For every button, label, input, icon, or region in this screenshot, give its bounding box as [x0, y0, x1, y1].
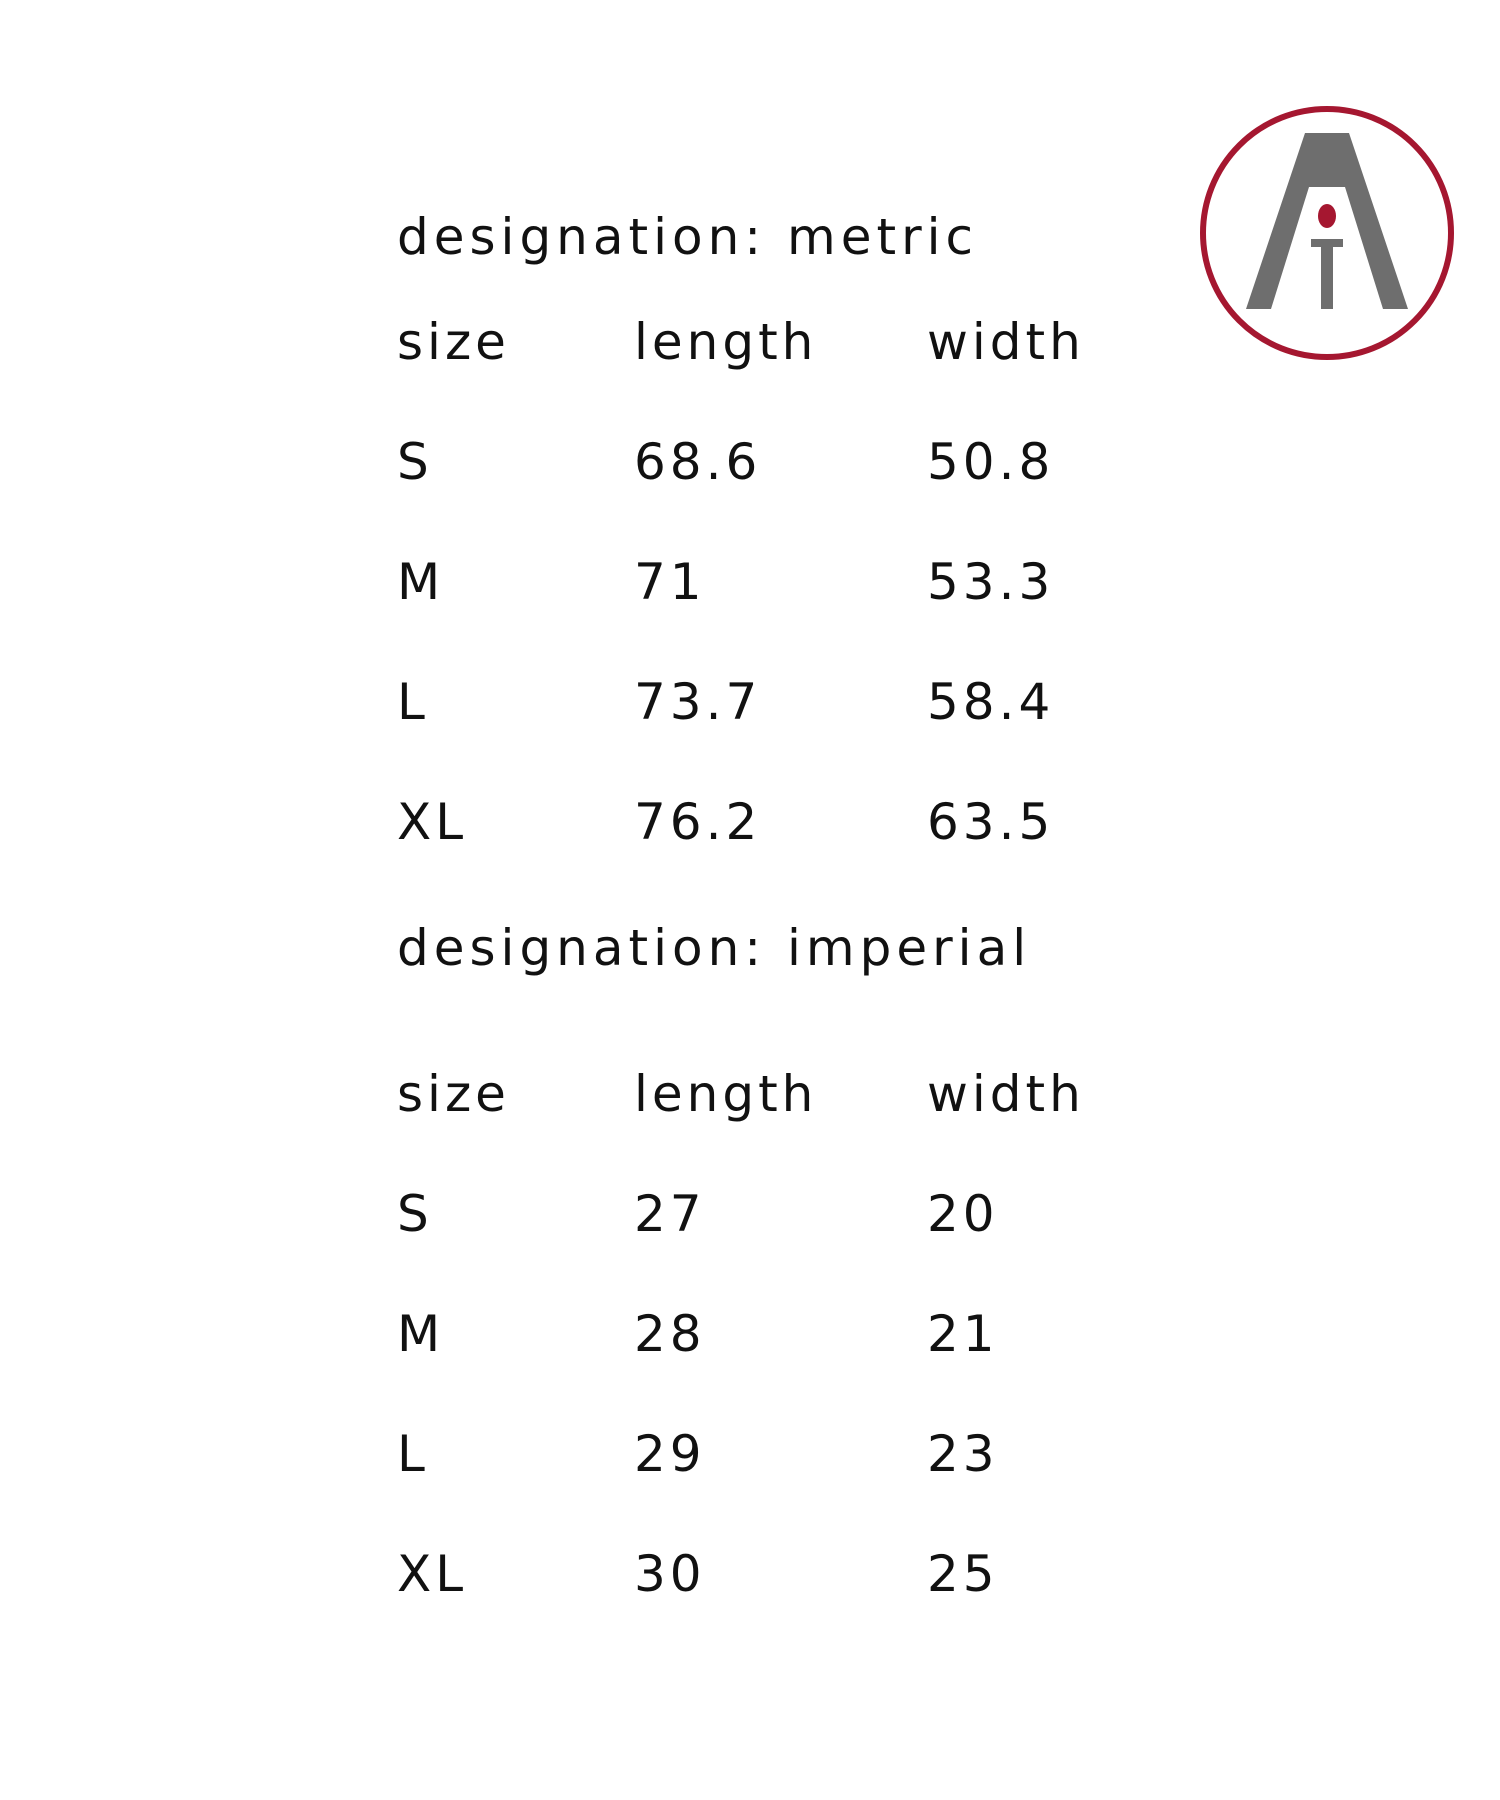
size-cell: XL [397, 793, 468, 851]
table-row [397, 432, 1157, 492]
table-row [397, 792, 1157, 852]
length-cell: 27 [634, 1185, 706, 1243]
table-row [397, 672, 1157, 732]
size-cell: M [397, 1305, 445, 1363]
size-cell: S [397, 1185, 433, 1243]
size-cell: XL [397, 1545, 468, 1603]
length-cell: 30 [634, 1545, 706, 1603]
width-cell: 53.3 [927, 553, 1055, 611]
size-cell: S [397, 433, 433, 491]
size-cell: M [397, 553, 445, 611]
size-cell: L [397, 673, 429, 731]
table-header-row [397, 312, 1157, 372]
logo-stem [1321, 247, 1333, 309]
header-size: size [397, 313, 510, 371]
width-cell: 23 [927, 1425, 999, 1483]
table-row [397, 552, 1157, 612]
length-cell: 29 [634, 1425, 706, 1483]
width-cell: 25 [927, 1545, 999, 1603]
length-cell: 73.7 [634, 673, 762, 731]
logo-crossbar [1311, 239, 1343, 247]
width-cell: 21 [927, 1305, 999, 1363]
section-title-metric: designation: metric [397, 208, 979, 266]
header-size: size [397, 1065, 510, 1123]
logo-dot [1318, 204, 1336, 228]
header-width: width [927, 313, 1085, 371]
header-length: length [634, 313, 818, 371]
a-monogram-logo-icon [1197, 103, 1457, 363]
width-cell: 58.4 [927, 673, 1055, 731]
section-title-imperial: designation: imperial [397, 919, 1032, 977]
table-row [397, 1304, 1157, 1364]
length-cell: 76.2 [634, 793, 762, 851]
size-cell: L [397, 1425, 429, 1483]
width-cell: 50.8 [927, 433, 1055, 491]
length-cell: 68.6 [634, 433, 762, 491]
header-length: length [634, 1065, 818, 1123]
table-row [397, 1544, 1157, 1604]
length-cell: 71 [634, 553, 706, 611]
table-row [397, 1184, 1157, 1244]
table-header-row [397, 1064, 1157, 1124]
length-cell: 28 [634, 1305, 706, 1363]
table-row [397, 1424, 1157, 1484]
width-cell: 20 [927, 1185, 999, 1243]
width-cell: 63.5 [927, 793, 1055, 851]
header-width: width [927, 1065, 1085, 1123]
